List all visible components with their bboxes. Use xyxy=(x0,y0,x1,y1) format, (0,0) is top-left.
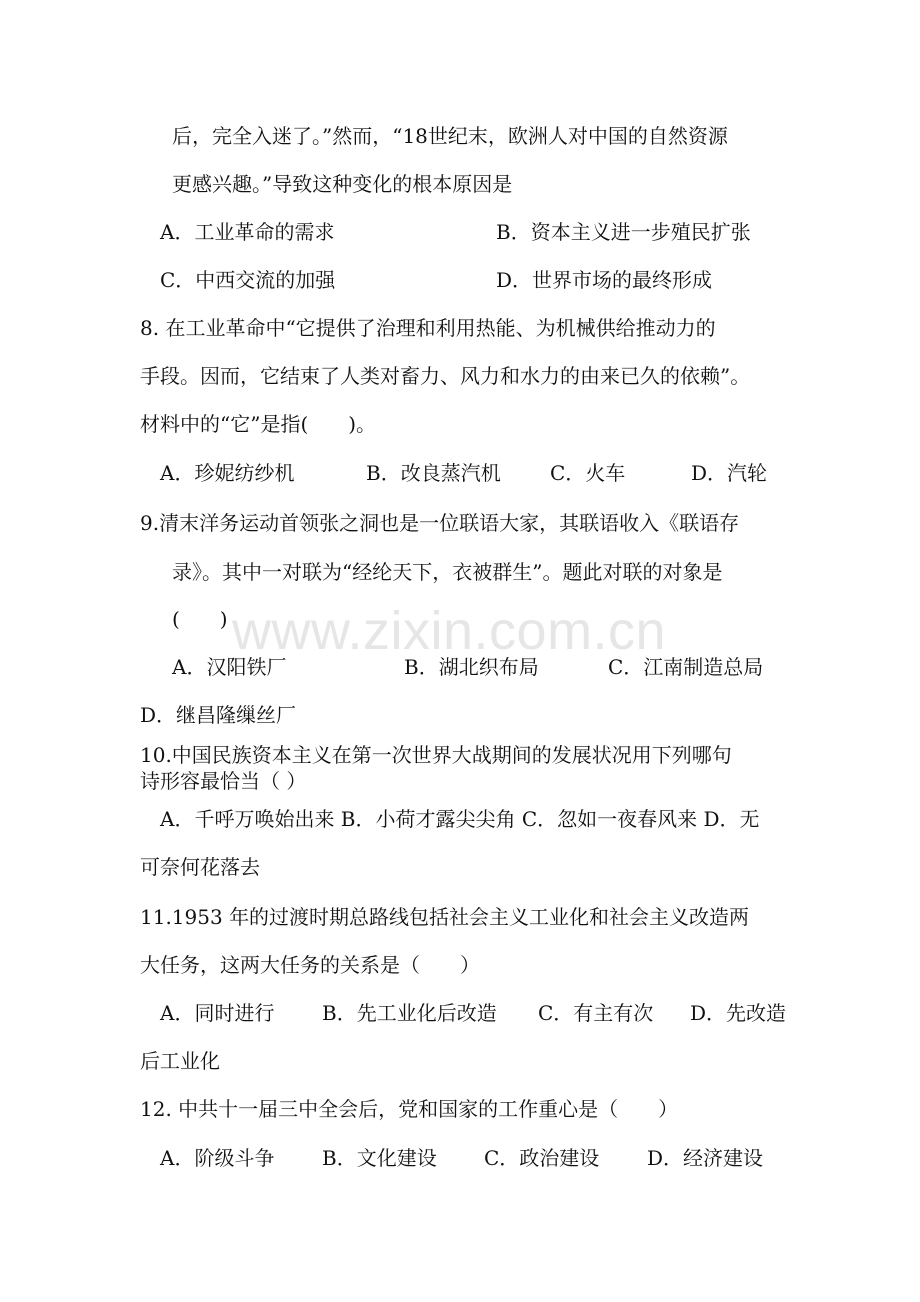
q9-stem-line-2: 录》。其中一对联为“经纶天下，衣被群生”。题此对联的对象是 xyxy=(172,560,723,584)
q11-option-d: D．先改造 xyxy=(690,1001,787,1025)
q10-options-continued: 可奈何花落去 xyxy=(140,855,260,879)
q11-option-a: A．同时进行 xyxy=(160,1001,275,1025)
q8-option-b: B．改良蒸汽机 xyxy=(366,461,501,485)
q8-stem-line-1: 8. 在工业革命中“它提供了治理和利用热能、为机械供给推动力的 xyxy=(140,316,716,340)
q11-stem-line-1: 11.1953 年的过渡时期总路线包括社会主义工业化和社会主义改造两 xyxy=(140,905,750,929)
q12-stem-line-1: 12. 中共十一届三中全会后，党和国家的工作重心是（ ） xyxy=(140,1097,679,1121)
q8-option-d: D．汽轮 xyxy=(691,461,768,485)
q9-option-c: C．江南制造总局 xyxy=(608,655,764,679)
q11-option-b: B．先工业化后改造 xyxy=(322,1001,497,1025)
q12-option-b: B．文化建设 xyxy=(322,1146,437,1170)
q7-stem-line-1: 后，完全入迷了。”然而，“18世纪末，欧洲人对中国的自然资源 xyxy=(172,124,728,148)
q10-options: A．千呼万唤始出来 B．小荷才露尖尖角 C．忽如一夜春风来 D．无 xyxy=(160,807,760,831)
q9-option-a: A．汉阳铁厂 xyxy=(172,655,287,679)
q10-stem-line-1: 10.中国民族资本主义在第一次世界大战期间的发展状况用下列哪句 xyxy=(140,743,732,767)
q8-stem-line-3: 材料中的“它”是指( )。 xyxy=(140,412,377,436)
q7-option-b: B．资本主义进一步殖民扩张 xyxy=(496,220,751,244)
q7-option-d: D．世界市场的最终形成 xyxy=(496,268,713,292)
q11-stem-line-2: 大任务，这两大任务的关系是（ ） xyxy=(140,953,480,977)
q12-option-c: C．政治建设 xyxy=(484,1146,600,1170)
q12-option-d: D．经济建设 xyxy=(647,1146,764,1170)
q11-options-continued: 后工业化 xyxy=(140,1049,220,1073)
q9-stem-line-1: 9.清末洋务运动首领张之洞也是一位联语大家，其联语收入《联语存 xyxy=(140,511,740,535)
q11-option-c: C．有主有次 xyxy=(538,1001,654,1025)
q12-option-a: A．阶级斗争 xyxy=(160,1146,275,1170)
watermark: www.zixin.com.cn xyxy=(232,601,667,661)
q7-stem-line-2: 更感兴趣。”导致这种变化的根本原因是 xyxy=(172,172,513,196)
q8-option-c: C．火车 xyxy=(550,461,626,485)
q7-option-c: C．中西交流的加强 xyxy=(160,268,336,292)
q7-option-a: A．工业革命的需求 xyxy=(160,220,335,244)
q8-stem-line-2: 手段。因而，它结束了人类对畜力、风力和水力的由来已久的依赖”。 xyxy=(140,364,751,388)
q8-option-a: A．珍妮纺纱机 xyxy=(160,461,295,485)
q9-option-d: D．继昌隆缫丝厂 xyxy=(140,703,297,727)
q10-stem-line-2: 诗形容最恰当（ ） xyxy=(140,769,307,793)
q9-stem-line-3: ( ) xyxy=(172,607,228,631)
q9-option-b: B．湖北织布局 xyxy=(404,655,539,679)
